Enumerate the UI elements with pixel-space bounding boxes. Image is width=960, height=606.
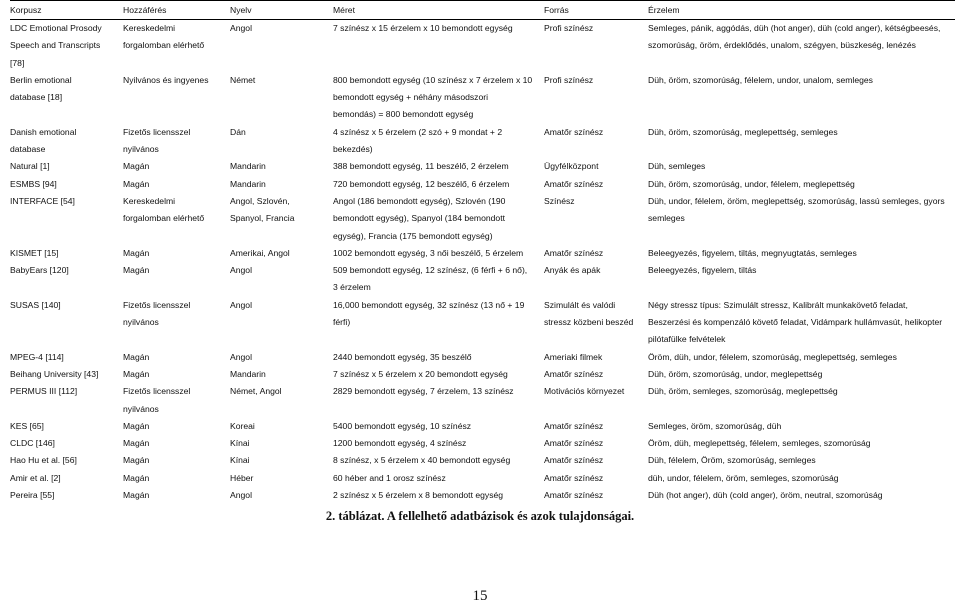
cell-language: Amerikai, Angol — [230, 247, 290, 258]
table-row — [10, 418, 955, 435]
cell-language: Kínai — [230, 455, 250, 466]
table-row — [10, 383, 955, 418]
cell-access: Magán — [123, 368, 150, 379]
cell-access: Magán — [123, 455, 150, 466]
header-forras: Forrás — [544, 5, 569, 15]
cell-size: 2 színész x 5 érzelem x 8 bemondott egység — [333, 490, 504, 501]
cell-language: Angol — [230, 23, 252, 33]
cell-language: Mandarin — [230, 161, 266, 172]
cell-language: Angol, Szlovén, Spanyol, Francia — [230, 195, 295, 224]
cell-size: 509 bemondott egység, 12 színész, (6 férfi + 6 nő), 3 érzelem — [333, 265, 528, 293]
cell-emotion: Beleegyezés, figyelem, tiltás — [648, 265, 757, 276]
cell-emotion: Düh, félelem, Öröm, szomorúság, semleges — [648, 455, 816, 466]
cell-source: Amatőr színész — [544, 126, 604, 137]
cell-language: Mandarin — [230, 178, 266, 189]
cell-source: Amatőr színész — [544, 490, 604, 501]
cell-access: Magán — [123, 178, 150, 189]
cell-corpus: Berlin emotional database [18] — [10, 74, 72, 103]
header-meret: Méret — [333, 5, 355, 15]
cell-source: Amatőr színész — [544, 368, 604, 379]
cell-emotion: düh, undor, félelem, öröm, semleges, szomorúság — [648, 472, 839, 483]
cell-emotion: Düh, semleges — [648, 161, 706, 172]
cell-access: Magán — [123, 351, 150, 362]
cell-corpus: Hao Hu et al. [56] — [10, 455, 77, 466]
cell-emotion: Düh, öröm, szomorúság, félelem, undor, unalom, semleges — [648, 74, 873, 85]
cell-access: Fizetős licensszel nyilvános — [123, 386, 191, 414]
cell-source: Amatőr színész — [544, 247, 604, 258]
cell-size: 7 színész x 5 érzelem x 20 bemondott egység — [333, 368, 508, 379]
cell-source: Amatőr színész — [544, 438, 604, 449]
cell-language: Dán — [230, 126, 246, 137]
cell-language: Angol — [230, 299, 252, 310]
header-hozzaferes: Hozzáférés — [123, 5, 167, 15]
cell-corpus: Natural [1] — [10, 161, 50, 172]
cell-emotion: Beleegyezés, figyelem, tiltás, megnyugtatás, semleges — [648, 247, 857, 258]
header-erzelem: Érzelem — [648, 5, 680, 15]
table-body — [10, 20, 955, 504]
cell-source: Ameriaki filmek — [544, 351, 603, 362]
corpus-table — [10, 0, 955, 504]
table-row — [10, 124, 955, 159]
cell-emotion: Düh, öröm, szomorúság, undor, meglepettség — [648, 368, 823, 379]
cell-access: Kereskedelmi forgalomban elérhető — [123, 195, 205, 224]
cell-source: Amatőr színész — [544, 455, 604, 466]
cell-access: Kereskedelmi forgalomban elérhető — [123, 23, 205, 51]
cell-corpus: LDC Emotional Prosody Speech and Transcripts [78] — [10, 23, 102, 68]
table-row — [10, 349, 955, 366]
cell-corpus: BabyEars [120] — [10, 265, 69, 276]
table-header-row — [10, 0, 955, 20]
header-korpusz: Korpusz — [10, 5, 42, 15]
cell-corpus: PERMUS III [112] — [10, 386, 78, 397]
cell-access: Magán — [123, 247, 150, 258]
cell-corpus: KES [65] — [10, 420, 44, 431]
cell-emotion: Düh, undor, félelem, öröm, meglepettség, szomorúság, lassú semleges, gyors semleges — [648, 195, 945, 224]
cell-size: 60 héber and 1 orosz színész — [333, 472, 446, 483]
cell-emotion: Öröm, düh, meglepettség, félelem, semleges, szomorúság — [648, 438, 871, 449]
page-number: 15 — [472, 588, 488, 604]
table-row — [10, 193, 955, 245]
table-row — [10, 487, 955, 504]
table-row — [10, 245, 955, 262]
cell-language: Angol — [230, 265, 252, 276]
cell-source: Profi színész — [544, 23, 594, 33]
cell-size: 1200 bemondott egység, 4 színész — [333, 438, 467, 449]
header-nyelv: Nyelv — [230, 5, 252, 15]
cell-corpus: ESMBS [94] — [10, 178, 57, 189]
cell-size: 388 bemondott egység, 11 beszélő, 2 érzelem — [333, 161, 509, 172]
cell-emotion: Semleges, pánik, aggódás, düh (hot anger), düh (cold anger), kétségbeesés, szomorúság, öröm, érdeklődés, unalom, szégyen, büszkeség, lenézés — [648, 23, 941, 51]
cell-emotion: Düh, öröm, szomorúság, meglepettség, semleges — [648, 126, 838, 137]
cell-source: Amatőr színész — [544, 178, 604, 189]
table-row — [10, 72, 955, 124]
cell-access: Fizetős licensszel nyilvános — [123, 126, 191, 155]
cell-source: Színész — [544, 195, 575, 206]
cell-corpus: Pereira [55] — [10, 490, 55, 501]
cell-language: Koreai — [230, 420, 255, 431]
table-row — [10, 20, 955, 72]
cell-corpus: KISMET [15] — [10, 247, 59, 258]
cell-source: Profi színész — [544, 74, 594, 85]
cell-emotion: Düh (hot anger), düh (cold anger), öröm, neutral, szomorúság — [648, 490, 883, 501]
cell-access: Nyilvános és ingyenes — [123, 74, 209, 85]
table-row — [10, 366, 955, 383]
table-caption: 2. táblázat. A fellelhető adatbázisok és azok tulajdonságai. — [325, 509, 635, 523]
cell-size: 800 bemondott egység (10 színész x 7 érzelem x 10 bemondott egység + néhány másodszori bemondás) = 800 bemondott egység — [333, 74, 533, 120]
table-row — [10, 435, 955, 452]
cell-corpus: Amir et al. [2] — [10, 472, 61, 483]
cell-size: 5400 bemondott egység, 10 színész — [333, 420, 472, 431]
cell-source: Amatőr színész — [544, 420, 604, 431]
cell-access: Magán — [123, 265, 150, 276]
cell-emotion: Négy stressz típus: Szimulált stressz, Kalibrált munkakövető feladat, Beszerzési és kompenzáló követő feladat, Vidámpark hullámvasút, helikopter pilótafülke felvételek — [648, 299, 943, 345]
table-row — [10, 297, 955, 349]
cell-emotion: Öröm, düh, undor, félelem, szomorúság, meglepettség, semleges — [648, 351, 897, 362]
cell-corpus: Beihang University [43] — [10, 368, 99, 379]
cell-access: Magán — [123, 161, 150, 172]
cell-size: 8 színész, x 5 érzelem x 40 bemondott egység — [333, 455, 511, 466]
cell-corpus: Danish emotional database — [10, 126, 77, 155]
cell-size: 7 színész x 15 érzelem x 10 bemondott egység — [333, 23, 513, 33]
table-row — [10, 470, 955, 487]
cell-size: Angol (186 bemondott egység), Szlovén (190 bemondott egység), Spanyol (184 bemondott egység), Francia (175 bemondott egység) — [333, 195, 506, 241]
cell-size: 16,000 bemondott egység, 32 színész (13 nő + 19 férfi) — [333, 299, 525, 328]
cell-access: Fizetős licensszel nyilvános — [123, 299, 191, 328]
cell-size: 720 bemondott egység, 12 beszélő, 6 érzelem — [333, 178, 510, 189]
table-row — [10, 262, 955, 297]
cell-source: Anyák és apák — [544, 265, 601, 276]
table-row — [10, 176, 955, 193]
table-row — [10, 452, 955, 469]
cell-access: Magán — [123, 472, 150, 483]
cell-access: Magán — [123, 490, 150, 501]
cell-size: 2440 bemondott egység, 35 beszélő — [333, 351, 472, 362]
cell-corpus: MPEG-4 [114] — [10, 351, 64, 362]
cell-language: Kínai — [230, 438, 250, 449]
cell-language: Német, Angol — [230, 386, 282, 397]
cell-emotion: Düh, öröm, szomorúság, undor, félelem, meglepettség — [648, 178, 855, 189]
cell-size: 1002 bemondott egység, 3 női beszélő, 5 érzelem — [333, 247, 524, 258]
cell-source: Szimulált és valódi stressz közbeni beszéd — [544, 299, 634, 328]
cell-corpus: INTERFACE [54] — [10, 195, 75, 206]
cell-size: 4 színész x 5 érzelem (2 szó + 9 mondat + 2 bekezdés) — [333, 126, 503, 155]
cell-language: Angol — [230, 490, 252, 501]
cell-size: 2829 bemondott egység, 7 érzelem, 13 színész — [333, 386, 514, 397]
cell-emotion: Semleges, öröm, szomorúság, düh — [648, 420, 782, 431]
cell-language: Mandarin — [230, 368, 266, 379]
cell-source: Motivációs környezet — [544, 386, 625, 397]
cell-corpus: SUSAS [140] — [10, 299, 61, 310]
cell-source: Ügyfélközpont — [544, 161, 599, 172]
cell-access: Magán — [123, 420, 150, 431]
cell-corpus: CLDC [146] — [10, 438, 55, 449]
cell-language: Német — [230, 74, 256, 85]
table-row — [10, 158, 955, 175]
cell-access: Magán — [123, 438, 150, 449]
cell-language: Angol — [230, 351, 252, 362]
cell-language: Héber — [230, 472, 254, 483]
cell-source: Amatőr színész — [544, 472, 604, 483]
cell-emotion: Düh, öröm, semleges, szomorúság, meglepettség — [648, 386, 838, 397]
